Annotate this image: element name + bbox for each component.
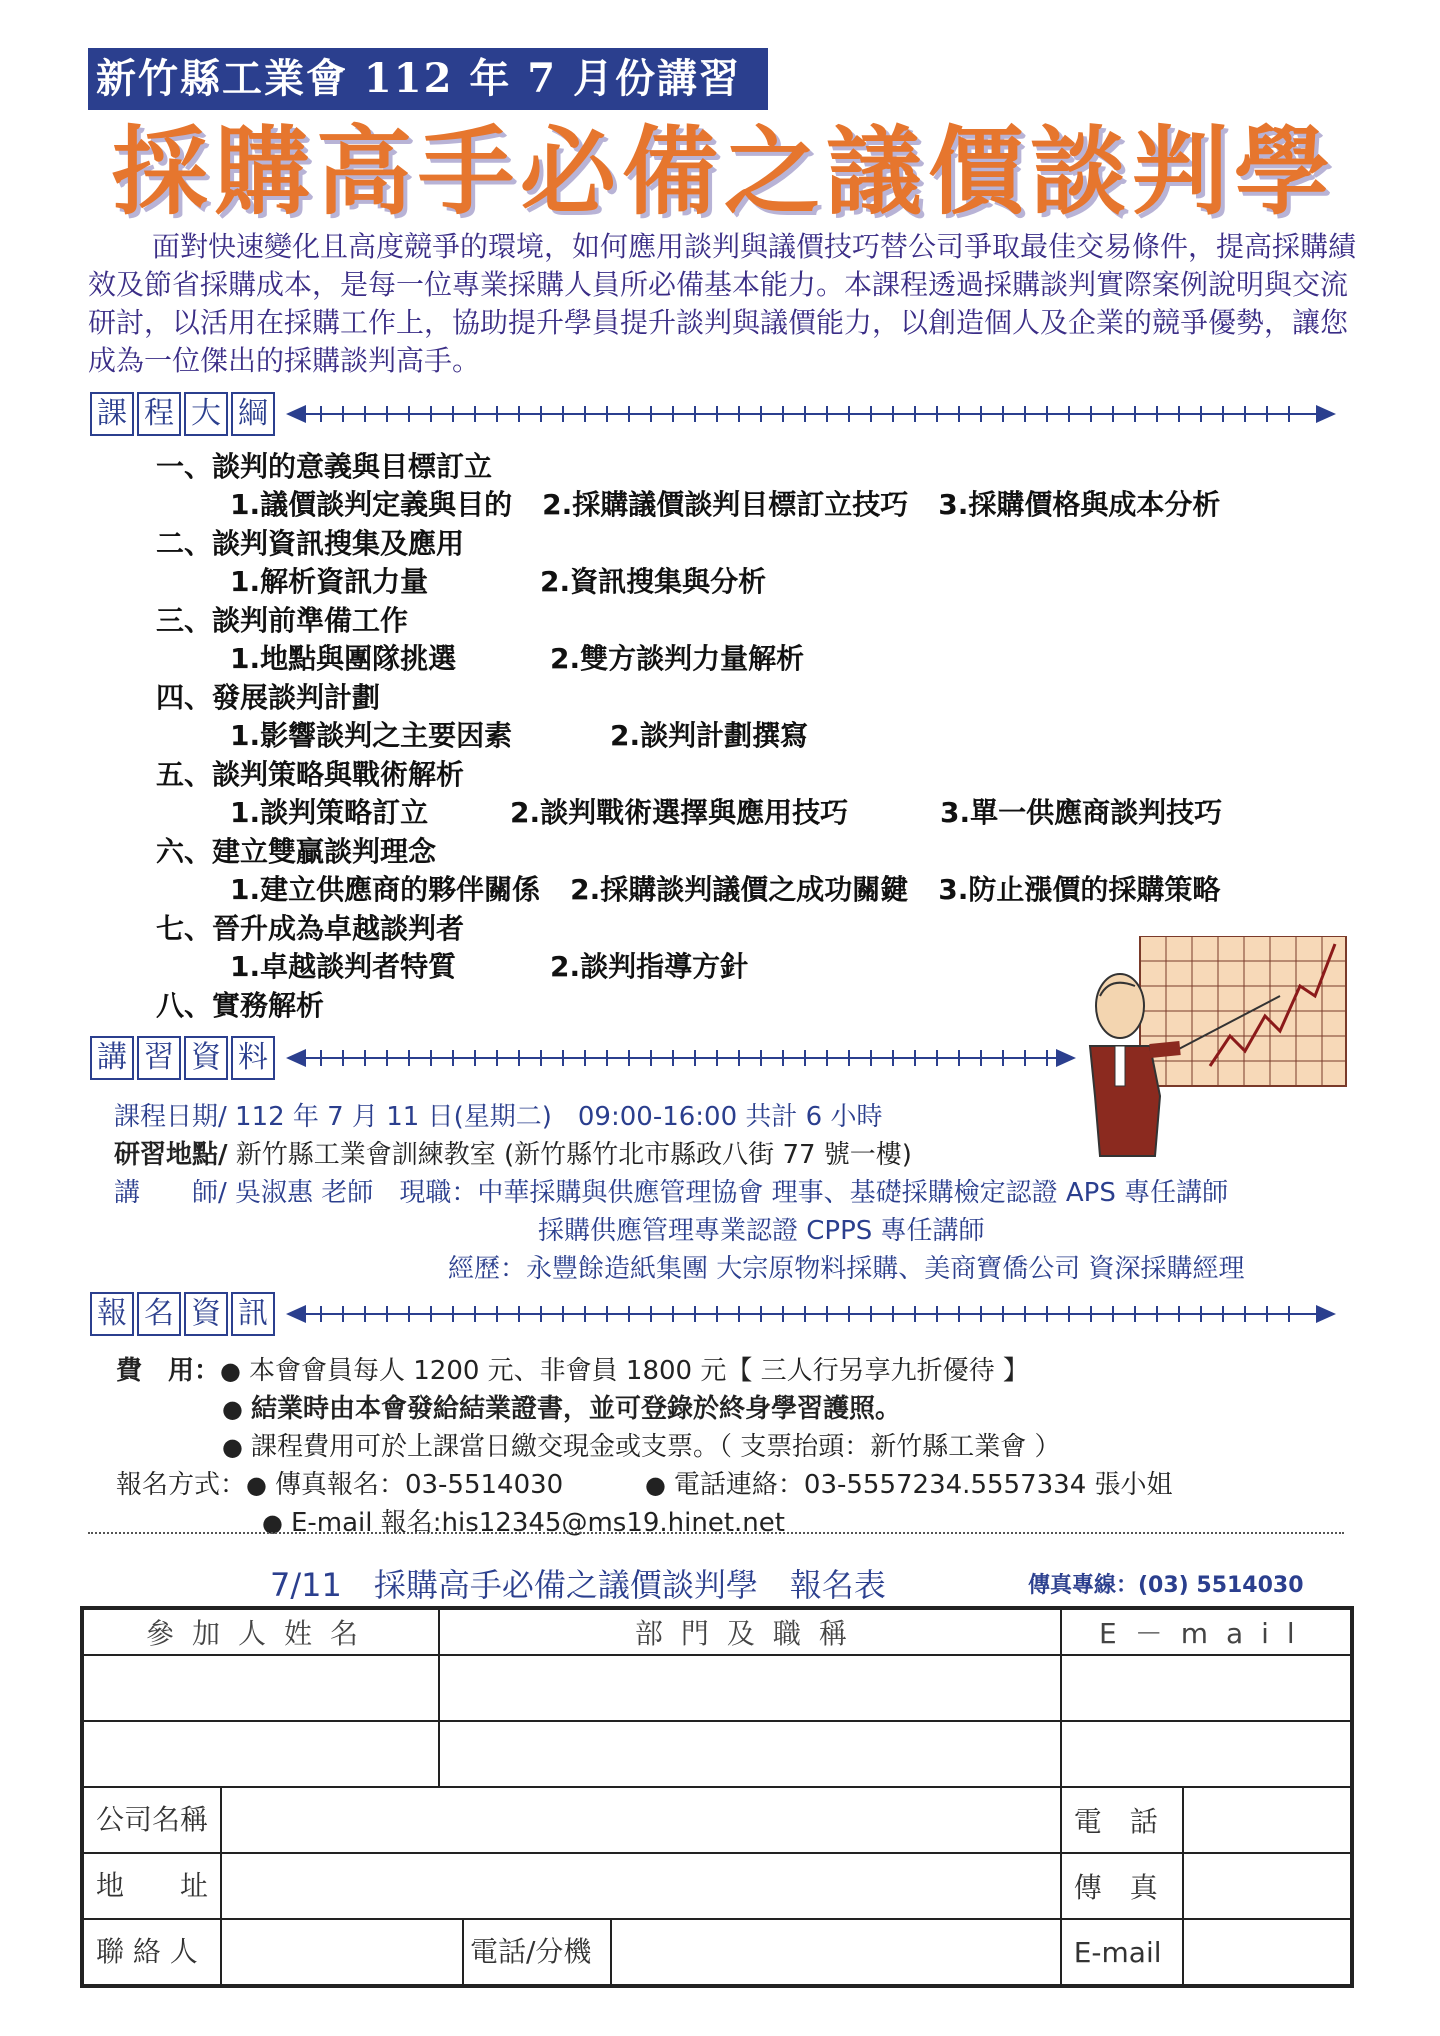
section-ticks <box>320 406 1310 422</box>
fee-label: 費 用： <box>116 1356 221 1386</box>
outline-sub: 2.資訊搜集與分析 <box>540 565 767 598</box>
outline-sub: 3.採購價格與成本分析 <box>938 488 1221 521</box>
outline-sub: 1.地點與團隊挑選 <box>230 642 457 675</box>
contact-field[interactable] <box>222 1920 464 1984</box>
registration-info <box>116 1352 1173 1542</box>
address-row <box>82 1853 1061 1919</box>
email-label: E-mail <box>1061 1919 1183 1986</box>
outline-sub: 2.談判計劃撰寫 <box>610 719 809 752</box>
arrow-right-icon <box>1316 405 1336 423</box>
outline-sub: 1.卓越談判者特質 <box>230 950 457 983</box>
cut-line-divider <box>88 1532 1344 1534</box>
bullet-icon: ● <box>222 1433 243 1461</box>
outline-sub: 3.防止漲價的採購策略 <box>938 873 1221 906</box>
page-title: 採購高手必備之議價談判學 <box>112 116 1336 228</box>
outline-sub: 1.解析資訊力量 <box>230 565 429 598</box>
registration-form <box>80 1606 1354 1988</box>
section-ticks <box>320 1306 1310 1322</box>
col-name-header: 參加人姓名 <box>82 1608 439 1655</box>
bullet-icon: ● <box>220 1357 241 1385</box>
outline-title: 三、談判前準備工作 <box>156 604 409 637</box>
ext-field[interactable] <box>612 1920 1060 1984</box>
fax-label: 傳 真 <box>1061 1853 1183 1919</box>
contact-label: 聯 絡 人 <box>84 1920 222 1984</box>
location-label: 研習地點/ <box>114 1140 228 1170</box>
phone-registration: 電話連絡：03-5557234.5557334 張小姐 <box>673 1470 1173 1500</box>
outline-item <box>156 525 1356 602</box>
outline-title: 四、發展談判計劃 <box>156 681 381 714</box>
col-email-header: E－mail <box>1061 1608 1352 1655</box>
outline-title: 七、晉升成為卓越談判者 <box>156 912 465 945</box>
participant-email-field[interactable] <box>1061 1655 1352 1721</box>
outline-title: 八、實務解析 <box>156 989 325 1022</box>
header-banner: 新竹縣工業會 112 年 7 月份講習 <box>88 48 768 110</box>
section-char: 綱 <box>231 392 275 436</box>
course-info <box>114 1098 1245 1288</box>
outline-item <box>156 756 1356 833</box>
form-fax-line: 傳真專線：(03) 5514030 <box>1028 1573 1304 1598</box>
course-date: 課程日期/ 112 年 7 月 11 日(星期二) 09:00-16:00 共計 6 小時 <box>114 1102 883 1132</box>
email-field[interactable] <box>1183 1919 1352 1986</box>
ext-label: 電話/分機 <box>464 1920 612 1984</box>
section-char: 資 <box>184 1292 228 1336</box>
arrow-right-icon <box>1056 1049 1076 1067</box>
course-location: 新竹縣工業會訓練教室 (新竹縣竹北市縣政八街 77 號一樓) <box>235 1140 912 1170</box>
outline-sub: 2.採購談判議價之成功關鍵 <box>570 873 909 906</box>
arrow-right-icon <box>1316 1305 1336 1323</box>
section-char: 料 <box>231 1036 275 1080</box>
outline-item <box>156 448 1356 525</box>
participant-email-field[interactable] <box>1061 1721 1352 1787</box>
company-field[interactable] <box>222 1788 1060 1852</box>
section-info-header <box>90 1036 1090 1084</box>
bullet-icon: ● <box>262 1509 283 1537</box>
participant-dept-field[interactable] <box>439 1655 1061 1721</box>
phone-label: 電 話 <box>1061 1787 1183 1853</box>
section-char: 資 <box>184 1036 228 1080</box>
lecturer-current-2: 採購供應管理專業認證 CPPS 專任講師 <box>538 1216 985 1246</box>
outline-sub: 1.談判策略訂立 <box>230 796 429 829</box>
participant-name-field[interactable] <box>82 1655 439 1721</box>
outline-sub: 1.建立供應商的夥伴關係 <box>230 873 541 906</box>
outline-title: 二、談判資訊搜集及應用 <box>156 527 465 560</box>
form-title: 7/11 採購高手必備之議價談判學 報名表 <box>270 1566 886 1604</box>
fee-line: 結業時由本會發給結業證書，並可登錄於終身學習護照。 <box>250 1394 901 1424</box>
section-outline-header <box>90 392 1340 440</box>
participant-row <box>82 1721 1352 1787</box>
intro-paragraph: 面對快速變化且高度競爭的環境，如何應用談判與議價技巧替公司爭取最佳交易條件，提高採購績效及節省採購成本，是每一位專業採購人員所必備基本能力。本課程透過採購談判實際案例說明與交流研討，以活用在採購工作上，協助提升學員提升談判與議價能力，以創造個人及企業的競爭優勢，讓您成為一位傑出的採購談判高手。 <box>88 230 1357 377</box>
address-label: 地 址 <box>84 1854 222 1918</box>
phone-field[interactable] <box>1183 1787 1352 1853</box>
outline-sub: 2.採購議價談判目標訂立技巧 <box>542 488 909 521</box>
company-row <box>82 1787 1061 1853</box>
section-char: 程 <box>137 392 181 436</box>
section-char: 課 <box>90 392 134 436</box>
outline-sub: 3.單一供應商談判技巧 <box>940 796 1223 829</box>
current-label: 現職： <box>399 1178 478 1208</box>
lecturer-name: 吳淑惠 老師 <box>235 1178 374 1208</box>
outline-sub: 2.雙方談判力量解析 <box>550 642 805 675</box>
participant-row <box>82 1655 1352 1721</box>
section-char: 名 <box>137 1292 181 1336</box>
participant-dept-field[interactable] <box>439 1721 1061 1787</box>
company-label: 公司名稱 <box>84 1788 222 1852</box>
outline-sub: 1.影響談判之主要因素 <box>230 719 513 752</box>
fax-registration: 傳真報名：03-5514030 <box>274 1470 564 1500</box>
outline-title: 六、建立雙贏談判理念 <box>156 835 437 868</box>
lecturer-experience: 永豐餘造紙集團 大宗原物料採購、美商寶僑公司 資深採購經理 <box>526 1254 1245 1284</box>
outline-sub: 2.談判戰術選擇與應用技巧 <box>510 796 849 829</box>
outline-title: 五、談判策略與戰術解析 <box>156 758 465 791</box>
outline-item <box>156 833 1356 910</box>
fee-line: 課程費用可於上課當日繳交現金或支票。（ 支票抬頭：新竹縣工業會 ） <box>250 1432 1061 1462</box>
section-char: 大 <box>184 392 228 436</box>
lecturer-current: 中華採購與供應管理協會 理事、基礎採購檢定認證 APS 專任講師 <box>477 1178 1229 1208</box>
outline-sub: 1.議價談判定義與目的 <box>230 488 513 521</box>
section-register-header <box>90 1292 1340 1340</box>
section-char: 習 <box>137 1036 181 1080</box>
section-ticks <box>320 1050 1050 1066</box>
fee-line: 本會會員每人 1200 元、非會員 1800 元【 三人行另享九折優待 】 <box>248 1356 1029 1386</box>
participant-name-field[interactable] <box>82 1721 439 1787</box>
bullet-icon: ● <box>246 1471 267 1499</box>
section-char: 講 <box>90 1036 134 1080</box>
bullet-icon: ● <box>222 1395 243 1423</box>
bullet-icon: ● <box>644 1471 666 1499</box>
contact-row <box>82 1919 1061 1986</box>
section-char: 報 <box>90 1292 134 1336</box>
lecturer-label: 講 師/ <box>114 1178 227 1208</box>
outline-item <box>156 602 1356 679</box>
method-label: 報名方式： <box>116 1470 247 1500</box>
fax-field[interactable] <box>1183 1853 1352 1919</box>
address-field[interactable] <box>222 1854 1060 1918</box>
section-char: 訊 <box>231 1292 275 1336</box>
outline-item <box>156 679 1356 756</box>
experience-label: 經歷： <box>448 1254 527 1284</box>
col-dept-header: 部門及職稱 <box>439 1608 1061 1655</box>
outline-sub: 2.談判指導方針 <box>550 950 749 983</box>
email-registration[interactable]: E-mail 報名:his12345@ms19.hinet.net <box>290 1508 785 1538</box>
outline-title: 一、談判的意義與目標訂立 <box>156 450 493 483</box>
